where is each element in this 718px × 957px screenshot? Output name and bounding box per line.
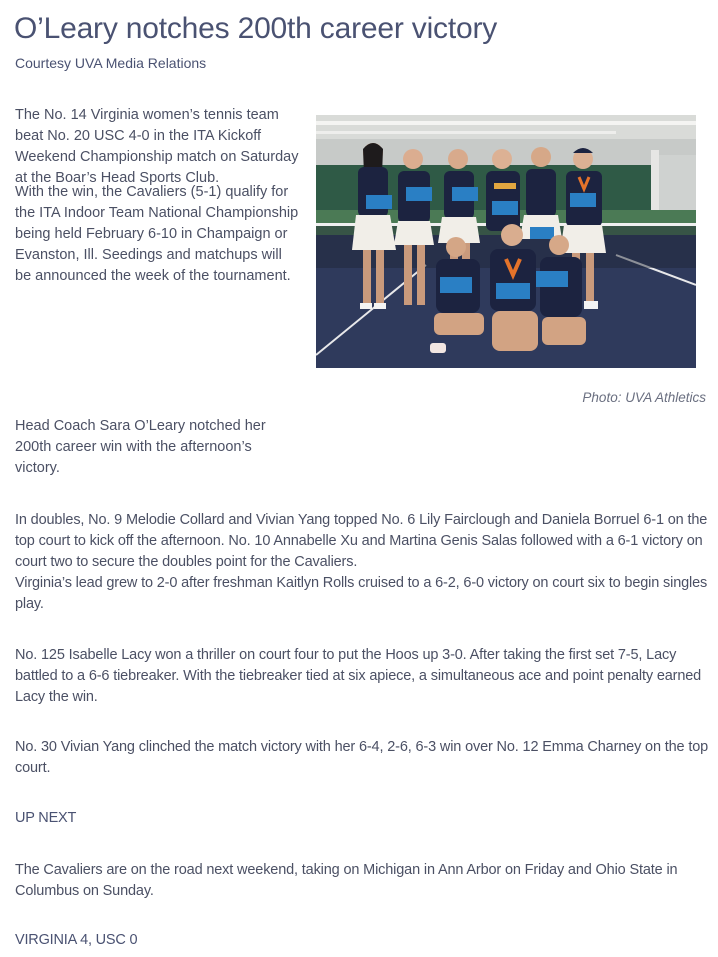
paragraph-doubles: In doubles, No. 9 Melodie Collard and Vivian Yang topped No. 6 Lily Fairclough and Daniela Borruel 6-1 on the top court to kick off the afternoon. No. 10 Annabelle Xu and Martina Genis Salas followed with a 6-1 victory on court two to secure the doubles point for the Cavaliers. xyxy=(15,512,708,570)
paragraph-qualify: With the win, the Cavaliers (5-1) qualify for the ITA Indoor Team National Championship being held February 6-10 in Champaign or Evanston, Ill. Seedings and matchups will be announced the week of the tournament. xyxy=(15,184,299,284)
ceiling-light xyxy=(316,121,696,125)
team-photo-illustration xyxy=(316,115,696,368)
ceiling-light xyxy=(316,131,616,134)
front-row-players xyxy=(430,224,586,353)
paragraph-lacy: No. 125 Isabelle Lacy won a thriller on court four to put the Hoos up 3-0. After taking the first set 7-5, Lacy battled to a 6-6 tiebreaker. With the tiebreaker tied at six apiece, a simultaneous ace and point penalty earned Lacy the win. xyxy=(15,647,702,705)
paragraph-yang: No. 30 Vivian Yang clinched the match victory with her 6-4, 2-6, 6-3 win over No. 12 Emma Charney on the top court. xyxy=(15,739,709,776)
team-photo xyxy=(316,115,696,368)
article-byline: Courtesy UVA Media Relations xyxy=(15,55,207,71)
article-title: O’Leary notches 200th career victory xyxy=(14,12,498,45)
heading-final-score: VIRGINIA 4, USC 0 xyxy=(15,932,138,948)
paragraph-intro: The No. 14 Virginia women’s tennis team beat No. 20 USC 4-0 in the ITA Kickoff Weekend Championship match on Saturday at the Boar’s Head Sports Club. xyxy=(15,107,299,186)
heading-up-next: UP NEXT xyxy=(15,810,77,826)
paragraph-singles-start: Virginia’s lead grew to 2-0 after freshman Kaitlyn Rolls cruised to a 6-2, 6-0 victory on court six to begin singles play. xyxy=(15,575,708,612)
paragraph-coach: Head Coach Sara O’Leary notched her 200th career win with the afternoon’s victory. xyxy=(15,418,266,476)
paragraph-up-next: The Cavaliers are on the road next weekend, taking on Michigan in Ann Arbor on Friday and Ohio State in Columbus on Sunday. xyxy=(15,862,678,899)
photo-caption: Photo: UVA Athletics xyxy=(582,390,706,405)
